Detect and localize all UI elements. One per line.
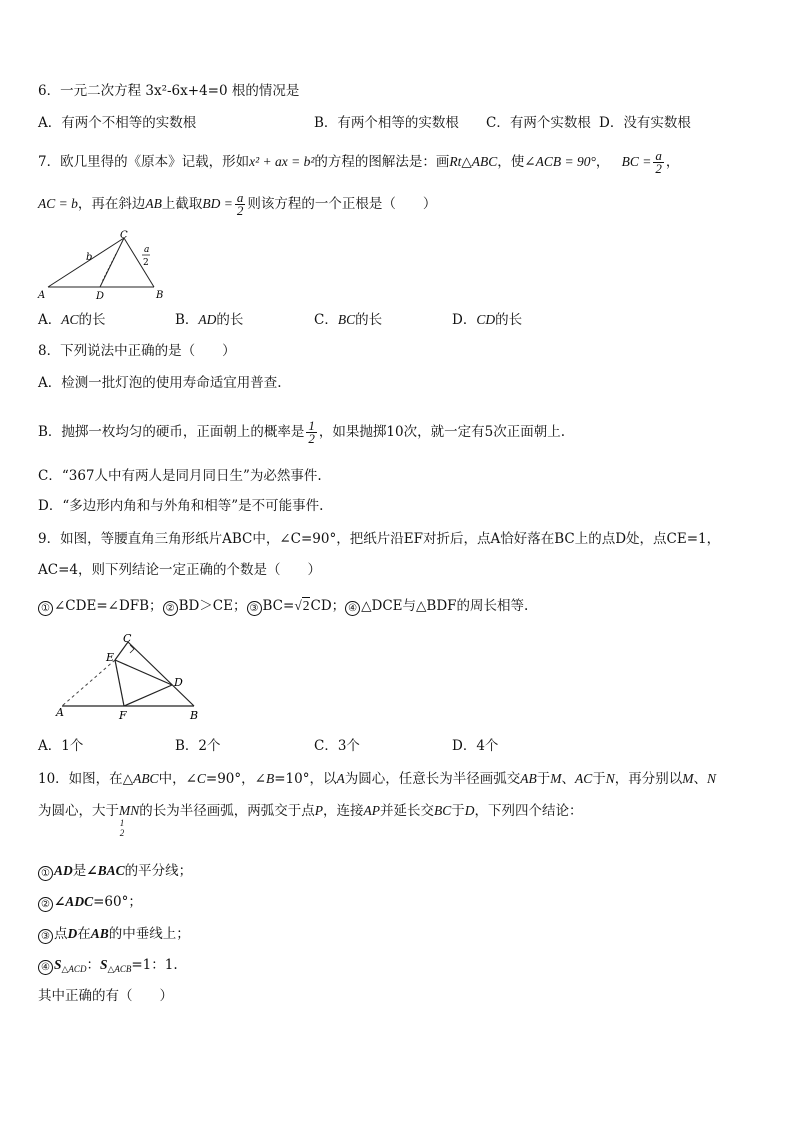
q8-stem: 8．下列说法中正确的是（ ）: [38, 343, 236, 359]
math: AC: [574, 771, 593, 786]
math: △ABC: [122, 771, 159, 786]
q10-line1: [38, 770, 716, 788]
q7-text: ，再在斜边: [77, 196, 146, 212]
denominator: 2: [308, 431, 315, 446]
text: 点: [54, 926, 68, 942]
circled-4: ④: [345, 601, 360, 616]
q10-half-fraction: 1 2: [119, 818, 125, 838]
q10-statement-2: [38, 893, 142, 912]
option-math: AC: [61, 312, 79, 327]
q7-text: ，: [595, 154, 610, 170]
q9-fig-label-a: A: [56, 706, 64, 719]
q7-ab: AB: [145, 196, 162, 211]
text: =1：1.: [131, 957, 178, 973]
q7-fig-label-c: C: [120, 230, 128, 241]
q9-fig-bc: [128, 642, 194, 706]
math: M: [682, 771, 694, 786]
text: 、: [693, 771, 707, 787]
q7-bd: BD =: [202, 196, 233, 211]
q9-option-d: D．4个: [452, 738, 499, 754]
statement-3b: CD；: [310, 598, 346, 614]
text: 是: [72, 863, 87, 879]
text: =10°，以: [274, 771, 337, 787]
math: N: [707, 771, 717, 786]
q7-figure: [36, 230, 166, 302]
subscript: △ACB: [107, 964, 132, 974]
q9-figure: [48, 630, 208, 725]
math: D: [67, 926, 78, 941]
q10-statement-3: [38, 925, 190, 944]
q7-equation: x² + ax = b²: [249, 154, 315, 169]
q9-fig-fd: [124, 685, 172, 706]
math: ∠ADC: [54, 894, 94, 909]
q7-line2: [38, 192, 436, 217]
q6-option-a: A．有两个不相等的实数根: [38, 115, 197, 131]
q9-option-a: A．1个: [38, 738, 84, 754]
q6-stem: 6．一元二次方程 3x²-6x+4=0 根的情况是: [38, 83, 300, 99]
statement-2: BD＞CE；: [178, 598, 247, 614]
circled-2: ②: [38, 897, 53, 912]
circled-3: ③: [38, 929, 53, 944]
math: ∠BAC: [86, 863, 125, 878]
option-text: 的长: [216, 312, 244, 328]
q9-fig-label-c: C: [123, 632, 132, 645]
q9-fig-ea-dashed: [62, 660, 115, 706]
math: MN: [119, 803, 140, 818]
text: 于: [536, 771, 551, 787]
q7-text: ，: [665, 154, 680, 170]
text: 中，: [158, 771, 186, 787]
q7-text: 的方程的图解法是：画: [314, 154, 450, 170]
math: A: [336, 771, 345, 786]
q8-option-b: [38, 420, 565, 445]
text: 、: [561, 771, 575, 787]
q7-fig-bc: [124, 238, 154, 287]
q7-text: ，使: [497, 154, 525, 170]
math: AB: [90, 926, 109, 941]
statement-4: △DCE与△BDF的周长相等.: [361, 598, 529, 614]
text: ，再分别以: [614, 771, 683, 787]
q7-text: 则该方程的一个正根是（ ）: [247, 196, 437, 212]
q6-option-c: C．有两个实数根: [486, 115, 591, 131]
q7-fig-label-b: B: [156, 290, 164, 301]
statement-1: ∠CDE=∠DFB；: [54, 598, 163, 614]
q8-option-a: A．检测一批灯泡的使用寿命适宜用普查.: [38, 375, 282, 391]
q9-fig-label-f: F: [119, 709, 127, 722]
option-text: B．抛掷一枚均匀的硬币，正面朝上的概率是: [38, 424, 305, 440]
q9-option-c: C．3个: [314, 738, 360, 754]
text: ：: [86, 957, 100, 973]
statement-3a: BC=: [262, 598, 295, 614]
text: ，连接: [323, 803, 364, 819]
q9-fig-ed: [115, 660, 172, 685]
option-text: ，如果抛掷10次，就一定有5次正面朝上.: [318, 424, 565, 440]
q9-fig-label-e: E: [106, 651, 115, 664]
q7-ac: AC = b: [38, 196, 78, 211]
q6-option-d: D．没有实数根: [599, 115, 691, 131]
q8-option-d: D．“多边形内角和与外角和相等”是不可能事件.: [38, 498, 324, 514]
circled-1: ①: [38, 866, 53, 881]
math: ∠B: [254, 771, 275, 786]
text: =60°；: [93, 894, 142, 910]
q7-angle: ∠ACB = 90°: [524, 154, 596, 169]
circled-3: ③: [247, 601, 262, 616]
math: ∠C: [185, 771, 206, 786]
q7-text: 上截取: [161, 196, 203, 212]
q10-ask: 其中正确的有（ ）: [38, 988, 173, 1004]
option-math: CD: [476, 312, 496, 327]
text: ，下列四个结论：: [474, 803, 583, 819]
math: D: [464, 803, 475, 818]
math: AP: [363, 803, 380, 818]
text: 的中垂线上；: [108, 926, 190, 942]
option-label: D．: [452, 312, 477, 328]
denominator: 2: [655, 161, 662, 176]
option-label: B．: [175, 312, 199, 328]
q8-fraction: [306, 420, 317, 445]
text: 并延长交: [380, 803, 434, 819]
circled-1: ①: [38, 601, 53, 616]
q7-option-d: [452, 311, 522, 329]
q9-line2: AC=4，则下列结论一定正确的个数是（ ）: [38, 562, 321, 578]
math: BC: [434, 803, 452, 818]
q7-line1: [38, 150, 679, 175]
denominator: 2: [236, 203, 244, 218]
q7-fig-label-d: D: [96, 291, 105, 302]
q7-fraction: [653, 150, 664, 175]
circled-4: ④: [38, 960, 53, 975]
option-math: BC: [337, 312, 356, 327]
q7-option-b: [175, 311, 243, 329]
text: 于: [451, 803, 465, 819]
q9-line1: 9．如图，等腰直角三角形纸片ABC中，∠C=90°，把纸片沿EF对折后，点A恰好落在BC上的点D处，点CE=1，: [38, 531, 721, 547]
circled-2: ②: [163, 601, 178, 616]
q10-statement-4: [38, 956, 178, 978]
q7-fig-label-a-side: a: [144, 245, 150, 255]
subscript: △ACD: [61, 964, 87, 974]
q7-triangle: Rt△ABC: [449, 154, 498, 169]
option-text: 的长: [78, 312, 106, 328]
math: S: [54, 957, 62, 972]
sqrt-2: √2: [294, 598, 310, 613]
math: N: [605, 771, 615, 786]
text: =90°，: [205, 771, 255, 787]
q7-option-a: [38, 311, 106, 329]
option-label: C．: [314, 312, 338, 328]
text: 的平分线；: [124, 863, 193, 879]
q9-fig-label-b: B: [190, 709, 199, 722]
math: P: [314, 803, 323, 818]
numerator: a: [236, 190, 244, 205]
q7-fig-label-2: 2: [143, 258, 149, 268]
q7-text: 7．欧几里得的《原本》记载，形如: [38, 154, 250, 170]
q9-option-b: B．2个: [175, 738, 221, 754]
option-text: 的长: [495, 312, 523, 328]
option-label: A．: [38, 312, 62, 328]
option-text: 的长: [355, 312, 383, 328]
text: 10．如图，在: [38, 771, 123, 787]
text: 的长为半径画弧，两弧交于点: [139, 803, 315, 819]
text: 为圆心，大于: [38, 803, 119, 819]
math: AB: [520, 771, 537, 786]
q7-option-c: [314, 311, 382, 329]
option-math: AD: [198, 312, 217, 327]
math: AD: [54, 863, 73, 878]
q7-bc: BC =: [621, 154, 652, 169]
radicand: 2: [302, 598, 310, 613]
q10-statement-1: [38, 862, 192, 881]
text: 为圆心，任意长为半径画弧交: [344, 771, 521, 787]
q7-fig-label-a: A: [38, 290, 46, 301]
text: 于: [592, 771, 606, 787]
numerator: a: [655, 148, 662, 163]
math: S: [99, 957, 108, 972]
q6-option-b: B．有两个相等的实数根: [314, 115, 459, 131]
q7-fig-label-b-side: b: [86, 252, 93, 263]
q8-option-c: C．“367人中有两人是同月同日生”为必然事件.: [38, 468, 322, 484]
q9-fig-label-d: D: [174, 676, 183, 689]
math: M: [550, 771, 562, 786]
numerator: 1: [308, 418, 315, 433]
text: 在: [77, 926, 91, 942]
q9-statements: [38, 597, 528, 616]
q7-fraction-2: [235, 192, 246, 217]
q9-fig-ef: [115, 660, 124, 706]
